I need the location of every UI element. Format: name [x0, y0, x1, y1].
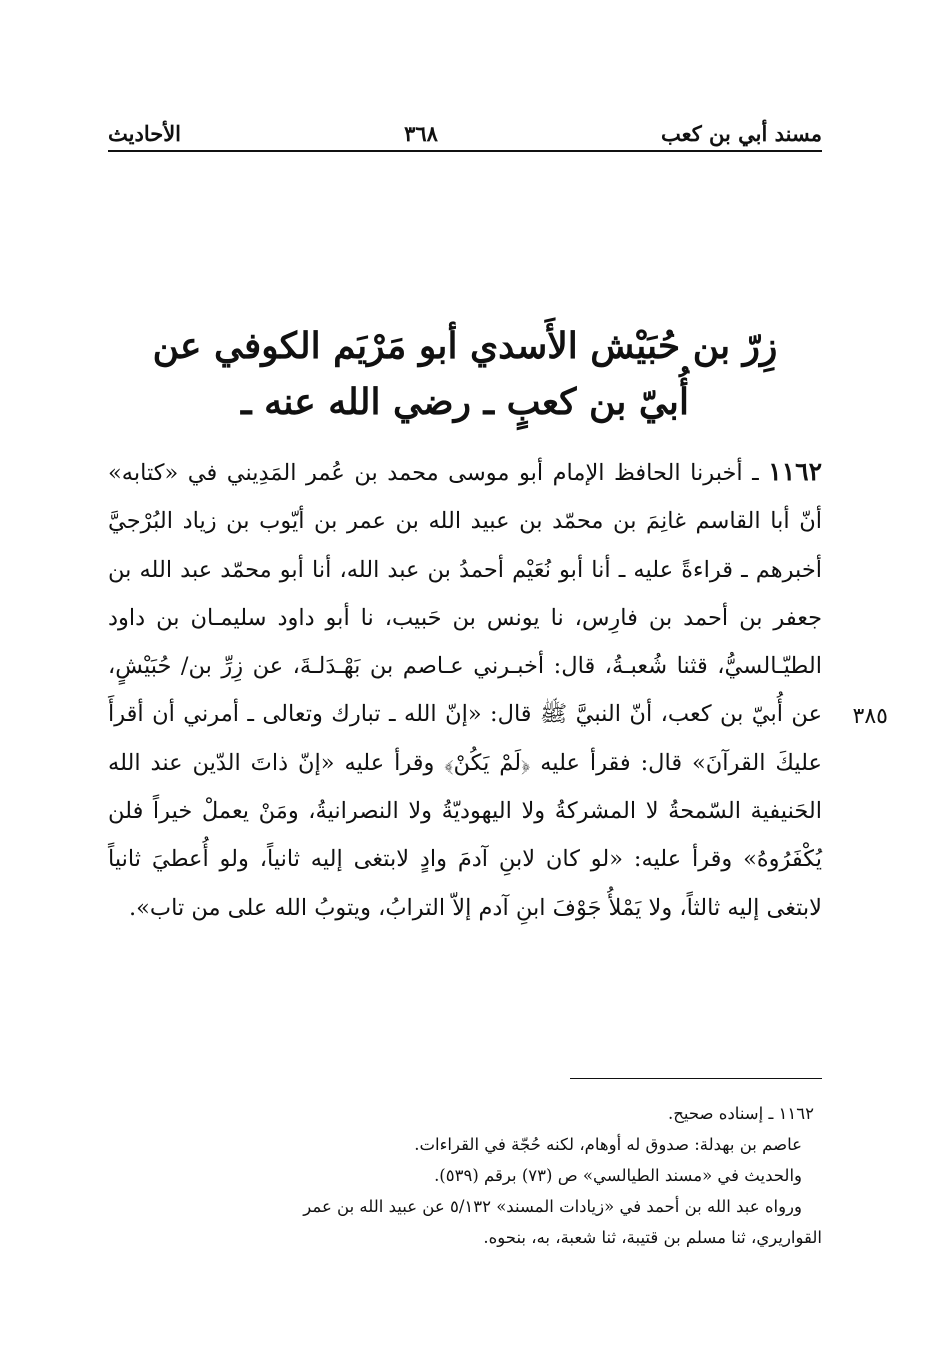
header-page-number: ٣٦٨: [404, 121, 438, 146]
header-section-title: الأحاديث: [108, 121, 182, 146]
running-header: [108, 112, 822, 146]
footnotes: [108, 1098, 822, 1253]
manuscript-folio-marker: ٣٨٥: [852, 704, 888, 729]
footnote-line: ورواه عبد الله بن أحمد في «زيادات المسند» ٥/١٣٢ عن عبيد الله بن عمر: [303, 1197, 802, 1216]
chapter-title-line-1: زِرّ بن حُبَيْش الأَسدي أبو مَرْيَم الكوفي عن: [152, 325, 778, 367]
footnote-line: القواريري، ثنا مسلم بن قتيبة، ثنا شعبة، به، بنحوه.: [483, 1228, 822, 1247]
hadith-text: ـ أخبرنا الحافظ الإمام أبو موسى محمد بن عُمر المَدِيني في «كتابه» أنّ أبا القاسم غانِمَ بن محمّد بن عبيد الله بن عمر بن أيّوب بن زياد البُرْجيَّ أخبرهم ـ قراءةً عليه ـ أنا أبو نُعَيْم أحمدُ بن عبد الله، أنا أبو محمّد عبد الله بن جعفر بن أحمد بن فارِس، نا يونس بن حَبيب، نا أبو داود سليمـان بن داود الطيّـالسيُّ، قثنا شُعبـةُ، قال: أخبـرني عـاصم بن بَهْـدَلـةَ، عن زِرِّ بن/ حُبَيْشٍ، عن أُبيّ بن كعب، أنّ النبيَّ ﷺ قال: «إنّ الله ـ تبارك وتعالى ـ أمرني أن أقرأَ عليكَ القرآنَ» قال: فقرأ عليه ﴿لَمْ يَكُنْ﴾ وقرأ عليه «إنّ ذاتَ الدّين عند الله الحَنيفية السّمحةُ لا المشركةُ ولا اليهوديّةُ ولا النصرانيةُ، ومَنْ يعملْ خيراً فلن يُكْفَرُوهُ» وقرأ عليه: «لو كان لابنِ آدمَ وادٍ لابتغى إليه ثانياً، ولو أُعطيَ ثانياً لابتغى إليه ثالثاً، ولا يَمْلأُ جَوْفَ ابنِ آدم إلاّ الترابُ، ويتوبُ الله على من تاب».: [108, 460, 822, 921]
hadith-number: ١١٦٢: [768, 457, 822, 486]
footnote-head: ١١٦٢ ـ إسناده صحيح.: [668, 1104, 814, 1123]
chapter-title: [108, 318, 822, 430]
header-book-title: مسند أبي بن كعب: [660, 121, 822, 146]
footnote-line: والحديث في «مسند الطيالسي» ص (٧٣) برقم (٥٣٩).: [434, 1166, 802, 1185]
footnote-line: عاصم بن بهدلة: صدوق له أوهام، لكنه حُجّة في القراءات.: [414, 1135, 802, 1154]
hadith-body: [108, 448, 822, 932]
chapter-title-line-2: أُبيّ بن كعبٍ ـ رضي الله عنه ـ: [241, 381, 689, 423]
hadith-paragraph: [108, 448, 822, 932]
footnote-rule: [570, 1078, 822, 1079]
header-rule: [108, 150, 822, 152]
